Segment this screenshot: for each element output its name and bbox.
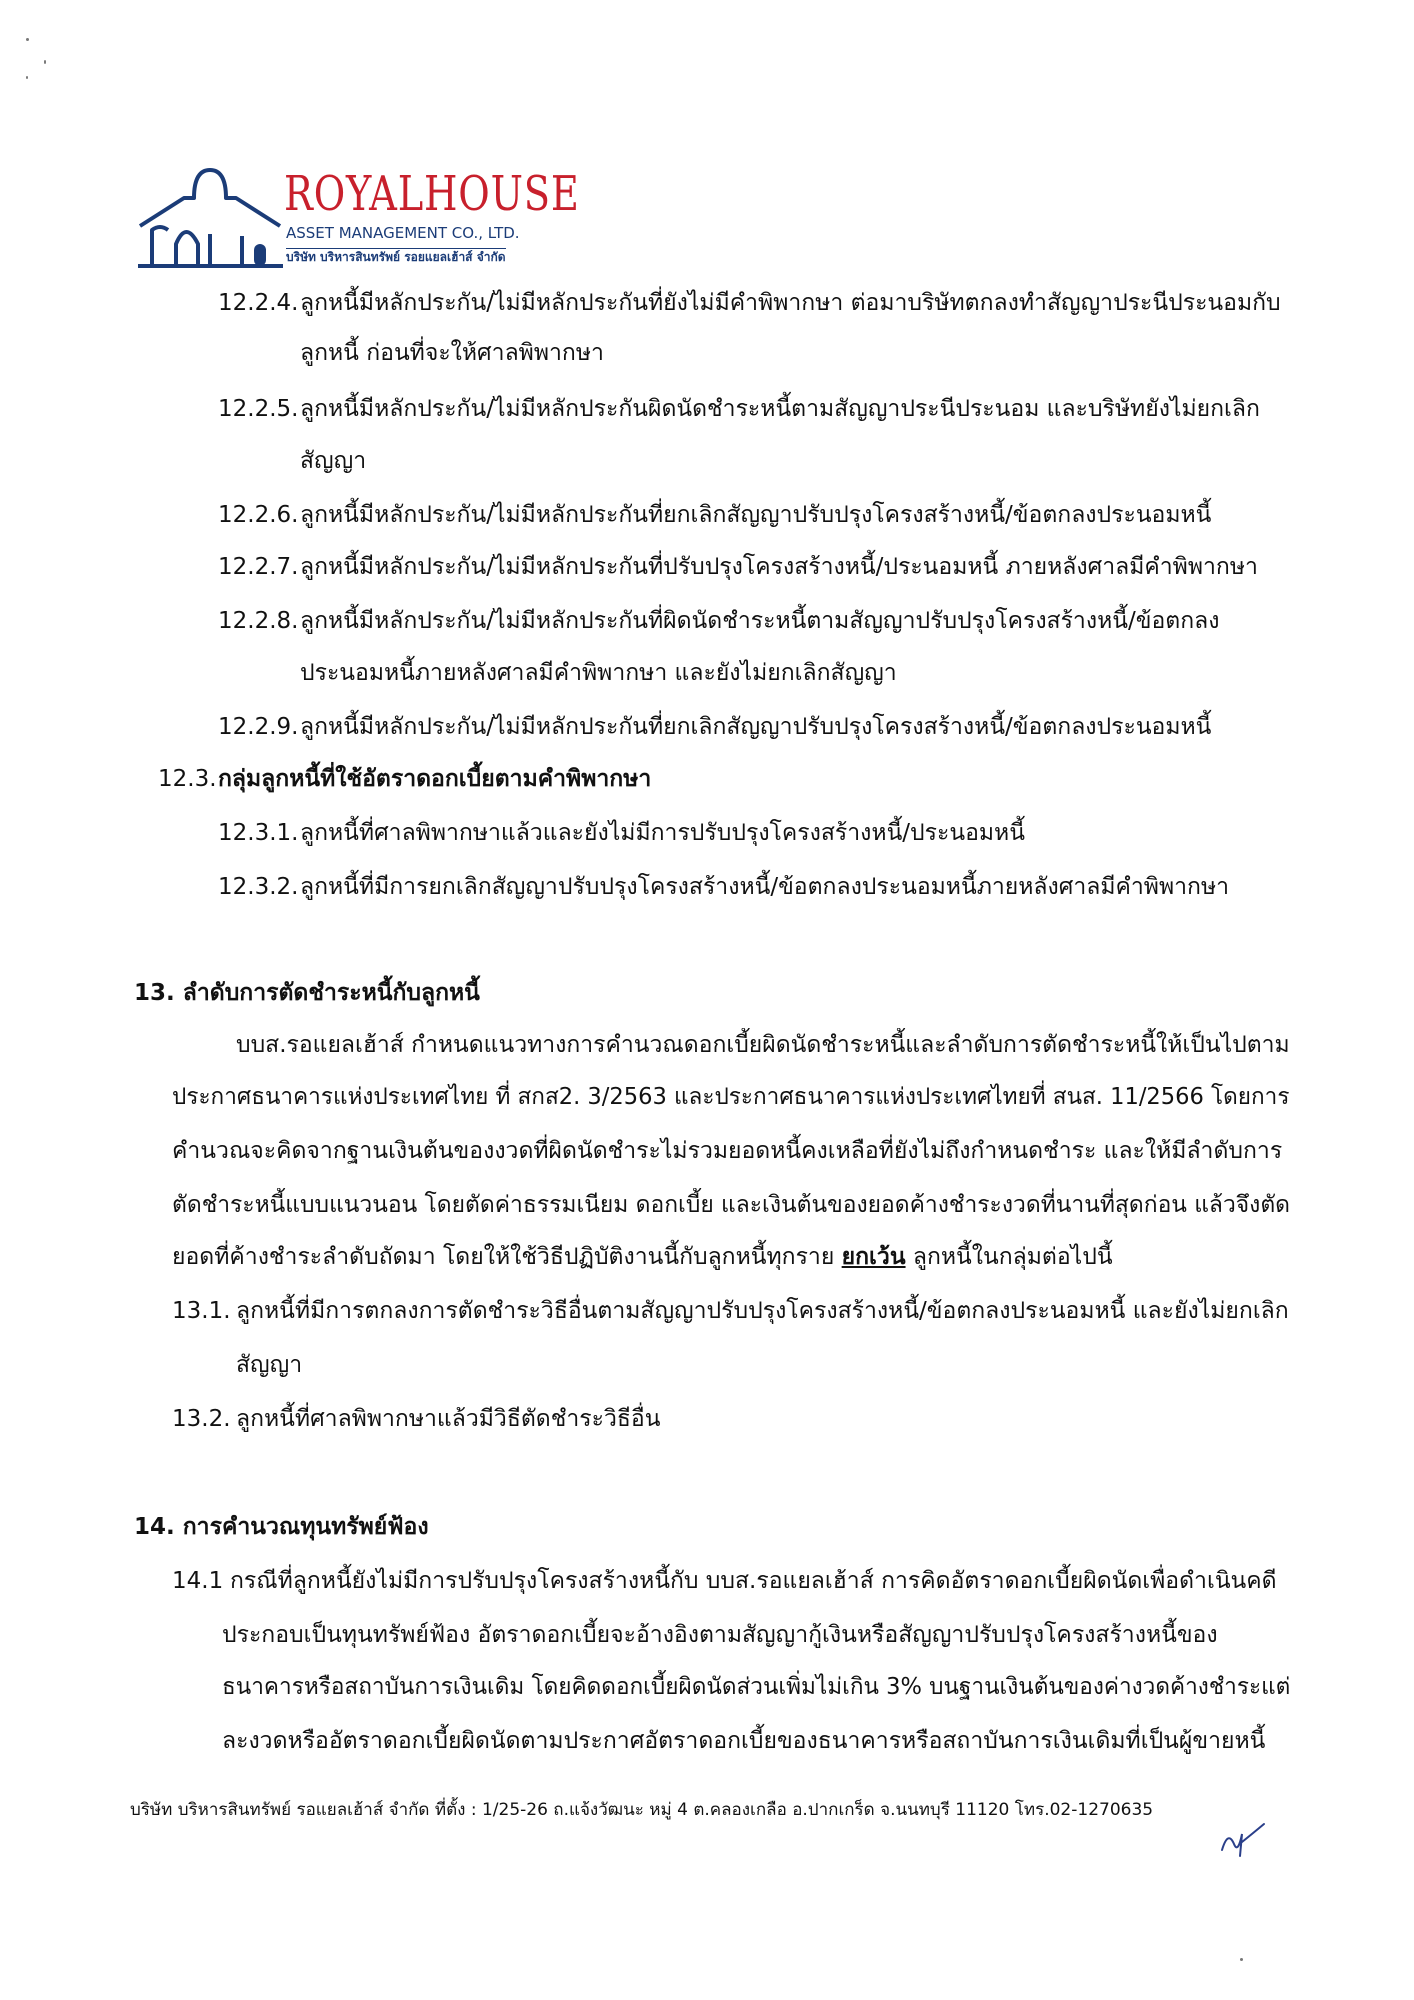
list-item-text: ลูกหนี้ที่ศาลพิพากษาแล้วและยังไม่มีการปรับปรุงโครงสร้างหนี้/ประนอมหนี้ — [300, 820, 1025, 846]
logo-wordmark: ROYALHOUSE — [284, 166, 580, 222]
section-title: กลุ่มลูกหนี้ที่ใช้อัตราดอกเบี้ยตามคำพิพากษา — [218, 766, 652, 792]
list-item-text-cont: สัญญา — [236, 1352, 303, 1378]
paragraph-line: บบส.รอแยลเฮ้าส์ กำหนดแนวทางการคำนวณดอกเบี้ยผิดนัดชำระหนี้และลำดับการตัดชำระหนี้ให้เป็นไปตาม — [236, 1032, 1290, 1058]
section-heading: 14. การคำนวณทุนทรัพย์ฟ้อง — [134, 1514, 429, 1540]
list-item-text-cont: ลูกหนี้ ก่อนที่จะให้ศาลพิพากษา — [300, 340, 604, 366]
paragraph-line: กรณีที่ลูกหนี้ยังไม่มีการปรับปรุงโครงสร้างหนี้กับ บบส.รอแยลเฮ้าส์ การคิดอัตราดอกเบี้ยผิดนัดเพื่อดำเนินคดี — [230, 1568, 1277, 1594]
scan-speck — [1240, 1958, 1243, 1961]
logo-thai-name: บริษัท บริหารสินทรัพย์ รอยแยลเฮ้าส์ จำกัด — [286, 250, 506, 264]
footer-address: บริษัท บริหารสินทรัพย์ รอแยลเฮ้าส์ จำกัด ที่ตั้ง : 1/25-26 ถ.แจ้งวัฒนะ หมู่ 4 ต.คลองเกลือ อ.ปากเกร็ด จ.นนทบุรี 11120 โทร.02-1270635 — [130, 1800, 1154, 1820]
paragraph-line: ประกาศธนาคารแห่งประเทศไทย ที่ สกส2. 3/2563 และประกาศธนาคารแห่งประเทศไทยที่ สนส. 11/2566 โดยการ — [172, 1084, 1290, 1110]
list-item-text: ลูกหนี้มีหลักประกัน/ไม่มีหลักประกันที่ยังไม่มีคำพิพากษา ต่อมาบริษัทตกลงทำสัญญาประนีประนอมกับ — [300, 290, 1281, 316]
section-heading: 13. ลำดับการตัดชำระหนี้กับลูกหนี้ — [134, 980, 480, 1006]
scan-speck — [44, 60, 46, 64]
list-item-text: ลูกหนี้มีหลักประกัน/ไม่มีหลักประกันที่ผิดนัดชำระหนี้ตามสัญญาปรับปรุงโครงสร้างหนี้/ข้อตกลง — [300, 608, 1220, 634]
logo-subtitle: ASSET MANAGEMENT CO., LTD. — [286, 224, 520, 242]
list-item-text: ลูกหนี้มีหลักประกัน/ไม่มีหลักประกันผิดนัดชำระหนี้ตามสัญญาประนีประนอม และบริษัทยังไม่ยกเลิก — [300, 396, 1260, 422]
paragraph-text: ยอดที่ค้างชำระลำดับถัดมา โดยให้ใช้วิธีปฏิบัติงานนี้กับลูกหนี้ทุกราย — [172, 1244, 842, 1270]
paragraph-line: ประกอบเป็นทุนทรัพย์ฟ้อง อัตราดอกเบี้ยจะอ้างอิงตามสัญญากู้เงินหรือสัญญาปรับปรุงโครงสร้างหนี้ของ — [222, 1622, 1218, 1648]
house-logo-icon — [138, 164, 283, 274]
list-item-text: ลูกหนี้มีหลักประกัน/ไม่มีหลักประกันที่ปรับปรุงโครงสร้างหนี้/ประนอมหนี้ ภายหลังศาลมีคำพิพากษา — [300, 554, 1258, 580]
scan-speck — [26, 38, 29, 41]
list-item-number: 12.2.7. — [218, 554, 299, 580]
scan-speck — [26, 76, 28, 79]
emphasis-except: ยกเว้น — [841, 1244, 906, 1270]
paragraph-line: ละงวดหรืออัตราดอกเบี้ยผิดนัดตามประกาศอัตราดอกเบี้ยของธนาคารหรือสถาบันการเงินเดิมที่เป็นผู้ขายหนี้ — [222, 1728, 1266, 1754]
company-logo — [138, 164, 580, 274]
list-item-number: 12.2.9. — [218, 714, 299, 740]
paragraph-line: ตัดชำระหนี้แบบแนวนอน โดยตัดค่าธรรมเนียม ดอกเบี้ย และเงินต้นของยอดค้างชำระงวดที่นานที่สุดก่อน แล้วจึงตัด — [172, 1192, 1291, 1218]
signature-mark — [1218, 1820, 1268, 1860]
list-item-text: ลูกหนี้ที่มีการยกเลิกสัญญาปรับปรุงโครงสร้างหนี้/ข้อตกลงประนอมหนี้ภายหลังศาลมีคำพิพากษา — [300, 874, 1230, 900]
paragraph-line — [172, 1242, 1113, 1272]
section-number: 12.3. — [158, 766, 217, 792]
list-item-number: 12.2.6. — [218, 502, 299, 528]
list-item-number: 12.2.4. — [218, 290, 299, 316]
list-item-text-cont: ประนอมหนี้ภายหลังศาลมีคำพิพากษา และยังไม่ยกเลิกสัญญา — [300, 660, 897, 686]
list-item-text: ลูกหนี้ที่ศาลพิพากษาแล้วมีวิธีตัดชำระวิธีอื่น — [236, 1406, 661, 1432]
list-item-text: ลูกหนี้ที่มีการตกลงการตัดชำระวิธีอื่นตามสัญญาปรับปรุงโครงสร้างหนี้/ข้อตกลงประนอมหนี้ และยังไม่ยกเลิก — [236, 1298, 1289, 1324]
paragraph-line: คำนวณจะคิดจากฐานเงินต้นของงวดที่ผิดนัดชำระไม่รวมยอดหนี้คงเหลือที่ยังไม่ถึงกำหนดชำระ และให้มีลำดับการ — [172, 1138, 1283, 1164]
list-item-number: 13.1. — [172, 1298, 231, 1324]
list-item-text-cont: สัญญา — [300, 448, 367, 474]
list-item-number: 13.2. — [172, 1406, 231, 1432]
list-item-text: ลูกหนี้มีหลักประกัน/ไม่มีหลักประกันที่ยกเลิกสัญญาปรับปรุงโครงสร้างหนี้/ข้อตกลงประนอมหนี้ — [300, 502, 1212, 528]
paragraph-text: ลูกหนี้ในกลุ่มต่อไปนี้ — [905, 1244, 1113, 1270]
list-item-number: 14.1 — [172, 1568, 224, 1594]
list-item-number: 12.3.1. — [218, 820, 299, 846]
list-item-number: 12.2.8. — [218, 608, 299, 634]
list-item-text: ลูกหนี้มีหลักประกัน/ไม่มีหลักประกันที่ยกเลิกสัญญาปรับปรุงโครงสร้างหนี้/ข้อตกลงประนอมหนี้ — [300, 714, 1212, 740]
list-item-number: 12.3.2. — [218, 874, 299, 900]
list-item-number: 12.2.5. — [218, 396, 299, 422]
paragraph-line: ธนาคารหรือสถาบันการเงินเดิม โดยคิดดอกเบี้ยผิดนัดส่วนเพิ่มไม่เกิน 3% บนฐานเงินต้นของค่างวดค้างชำระแต่ — [222, 1674, 1291, 1700]
